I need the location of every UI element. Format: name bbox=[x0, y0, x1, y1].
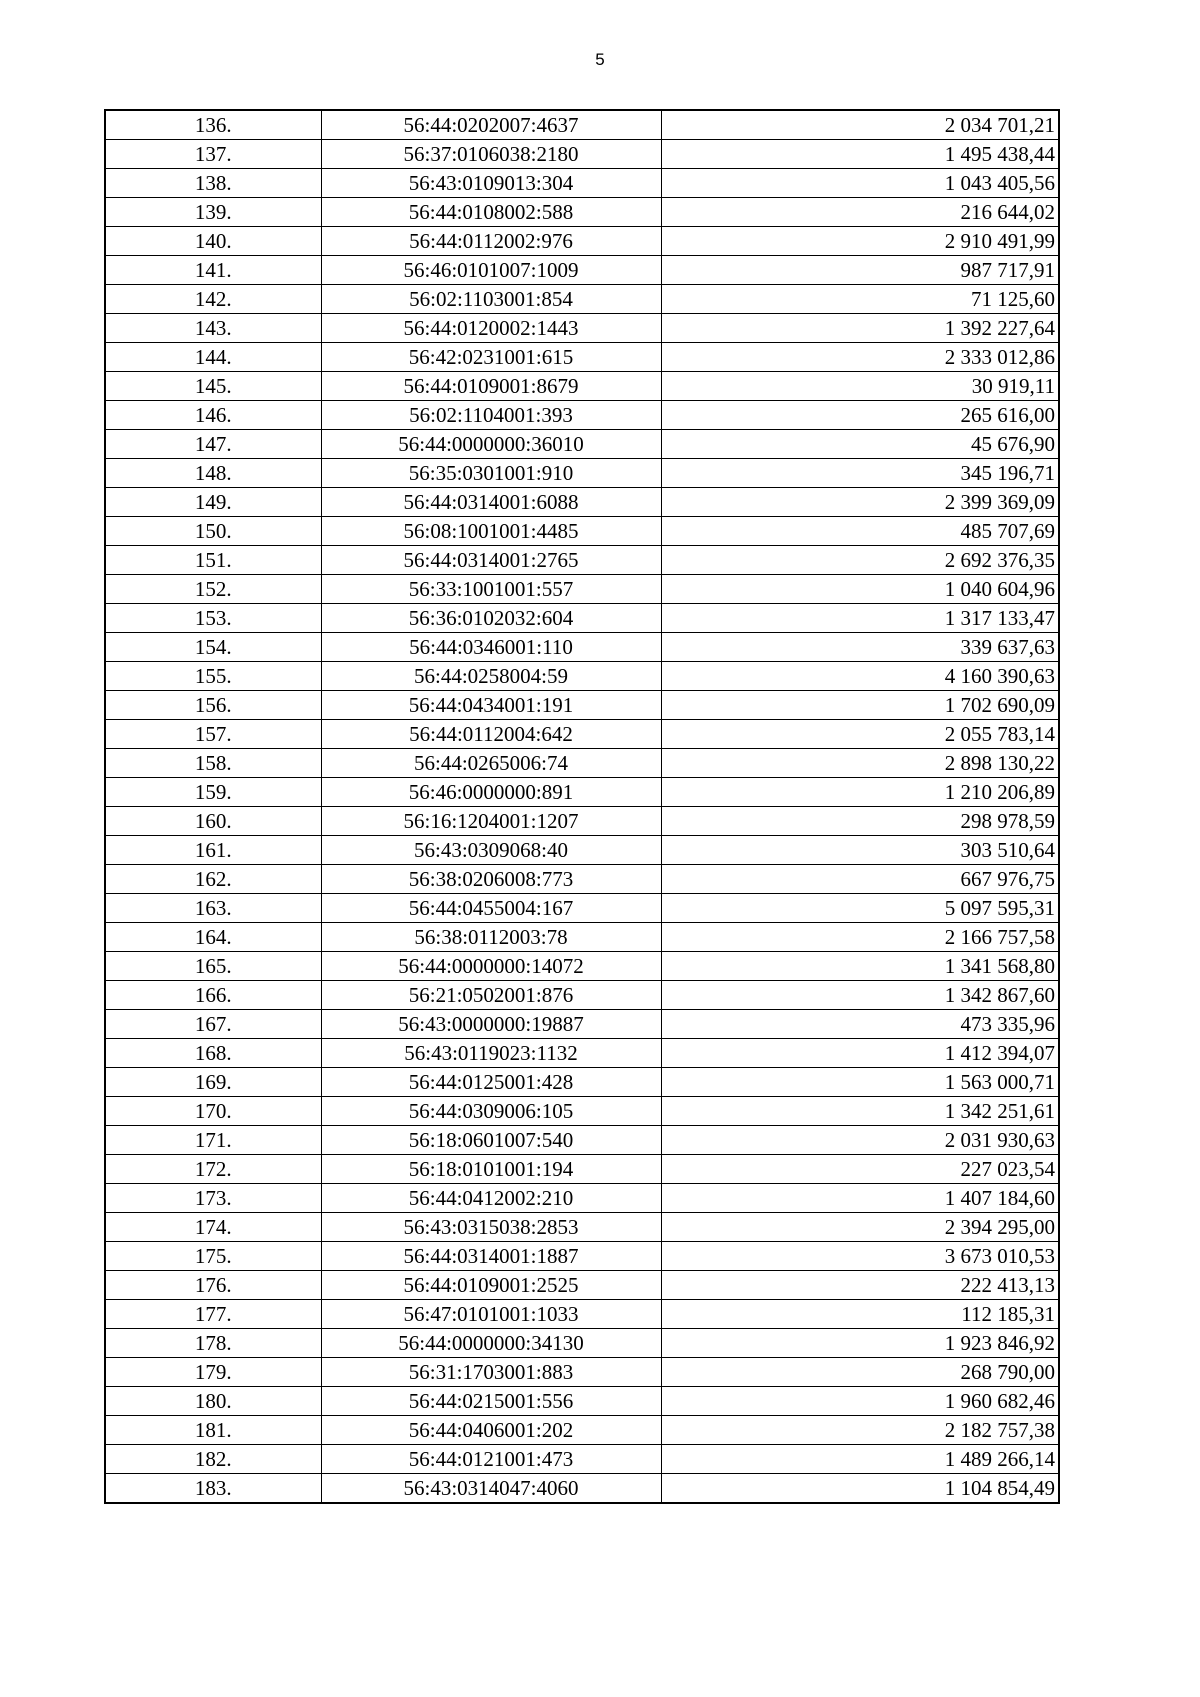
row-number-cell: 137. bbox=[105, 140, 321, 169]
cadastral-number-cell: 56:46:0101007:1009 bbox=[321, 256, 661, 285]
table-row bbox=[105, 1242, 1059, 1271]
row-number-cell: 175. bbox=[105, 1242, 321, 1271]
table-row bbox=[105, 1474, 1059, 1504]
table-row bbox=[105, 836, 1059, 865]
row-number-cell: 180. bbox=[105, 1387, 321, 1416]
table-row bbox=[105, 633, 1059, 662]
table-row bbox=[105, 662, 1059, 691]
table-row bbox=[105, 256, 1059, 285]
value-cell: 265 616,00 bbox=[661, 401, 1059, 430]
cadastral-number-cell: 56:08:1001001:4485 bbox=[321, 517, 661, 546]
table-row bbox=[105, 807, 1059, 836]
cadastral-number-cell: 56:44:0109001:2525 bbox=[321, 1271, 661, 1300]
value-cell: 2 055 783,14 bbox=[661, 720, 1059, 749]
value-cell: 345 196,71 bbox=[661, 459, 1059, 488]
cadastral-number-cell: 56:44:0215001:556 bbox=[321, 1387, 661, 1416]
value-cell: 1 495 438,44 bbox=[661, 140, 1059, 169]
table-row bbox=[105, 517, 1059, 546]
value-cell: 4 160 390,63 bbox=[661, 662, 1059, 691]
cadastral-number-cell: 56:44:0309006:105 bbox=[321, 1097, 661, 1126]
row-number-cell: 176. bbox=[105, 1271, 321, 1300]
value-cell: 1 563 000,71 bbox=[661, 1068, 1059, 1097]
value-cell: 339 637,63 bbox=[661, 633, 1059, 662]
table-row bbox=[105, 140, 1059, 169]
table-row bbox=[105, 110, 1059, 140]
row-number-cell: 143. bbox=[105, 314, 321, 343]
page-number: 5 bbox=[595, 50, 605, 69]
value-cell: 1 342 251,61 bbox=[661, 1097, 1059, 1126]
table-row bbox=[105, 604, 1059, 633]
cadastral-number-cell: 56:44:0112002:976 bbox=[321, 227, 661, 256]
cadastral-number-cell: 56:43:0315038:2853 bbox=[321, 1213, 661, 1242]
row-number-cell: 169. bbox=[105, 1068, 321, 1097]
table-row bbox=[105, 720, 1059, 749]
row-number-cell: 174. bbox=[105, 1213, 321, 1242]
row-number-cell: 140. bbox=[105, 227, 321, 256]
value-cell: 3 673 010,53 bbox=[661, 1242, 1059, 1271]
value-cell: 987 717,91 bbox=[661, 256, 1059, 285]
table-row bbox=[105, 314, 1059, 343]
table-row bbox=[105, 430, 1059, 459]
value-cell: 112 185,31 bbox=[661, 1300, 1059, 1329]
table-row bbox=[105, 894, 1059, 923]
table-row bbox=[105, 169, 1059, 198]
row-number-cell: 142. bbox=[105, 285, 321, 314]
cadastral-number-cell: 56:44:0109001:8679 bbox=[321, 372, 661, 401]
row-number-cell: 183. bbox=[105, 1474, 321, 1504]
value-cell: 667 976,75 bbox=[661, 865, 1059, 894]
cadastral-number-cell: 56:18:0101001:194 bbox=[321, 1155, 661, 1184]
row-number-cell: 151. bbox=[105, 546, 321, 575]
cadastral-number-cell: 56:38:0206008:773 bbox=[321, 865, 661, 894]
value-cell: 1 923 846,92 bbox=[661, 1329, 1059, 1358]
cadastral-number-cell: 56:02:1103001:854 bbox=[321, 285, 661, 314]
table-row bbox=[105, 749, 1059, 778]
value-cell: 2 910 491,99 bbox=[661, 227, 1059, 256]
value-cell: 1 104 854,49 bbox=[661, 1474, 1059, 1504]
cadastral-number-cell: 56:43:0000000:19887 bbox=[321, 1010, 661, 1039]
cadastral-number-cell: 56:44:0406001:202 bbox=[321, 1416, 661, 1445]
row-number-cell: 167. bbox=[105, 1010, 321, 1039]
value-cell: 1 341 568,80 bbox=[661, 952, 1059, 981]
row-number-cell: 163. bbox=[105, 894, 321, 923]
value-cell: 2 166 757,58 bbox=[661, 923, 1059, 952]
cadastral-number-cell: 56:33:1001001:557 bbox=[321, 575, 661, 604]
cadastral-number-cell: 56:36:0102032:604 bbox=[321, 604, 661, 633]
row-number-cell: 138. bbox=[105, 169, 321, 198]
row-number-cell: 168. bbox=[105, 1039, 321, 1068]
value-cell: 1 960 682,46 bbox=[661, 1387, 1059, 1416]
cadastral-number-cell: 56:47:0101001:1033 bbox=[321, 1300, 661, 1329]
value-cell: 1 342 867,60 bbox=[661, 981, 1059, 1010]
value-cell: 2 182 757,38 bbox=[661, 1416, 1059, 1445]
table-row bbox=[105, 1126, 1059, 1155]
row-number-cell: 171. bbox=[105, 1126, 321, 1155]
value-cell: 30 919,11 bbox=[661, 372, 1059, 401]
cadastral-number-cell: 56:44:0265006:74 bbox=[321, 749, 661, 778]
row-number-cell: 146. bbox=[105, 401, 321, 430]
cadastral-number-cell: 56:44:0202007:4637 bbox=[321, 110, 661, 140]
cadastral-number-cell: 56:44:0112004:642 bbox=[321, 720, 661, 749]
value-cell: 216 644,02 bbox=[661, 198, 1059, 227]
table-row bbox=[105, 343, 1059, 372]
table-row bbox=[105, 198, 1059, 227]
table-row bbox=[105, 1329, 1059, 1358]
row-number-cell: 139. bbox=[105, 198, 321, 227]
cadastral-number-cell: 56:16:1204001:1207 bbox=[321, 807, 661, 836]
row-number-cell: 181. bbox=[105, 1416, 321, 1445]
table-row bbox=[105, 778, 1059, 807]
row-number-cell: 147. bbox=[105, 430, 321, 459]
table-row bbox=[105, 1445, 1059, 1474]
value-cell: 2 692 376,35 bbox=[661, 546, 1059, 575]
row-number-cell: 159. bbox=[105, 778, 321, 807]
table-row bbox=[105, 691, 1059, 720]
value-cell: 2 034 701,21 bbox=[661, 110, 1059, 140]
table-row bbox=[105, 1097, 1059, 1126]
data-table bbox=[104, 109, 1060, 1504]
table-row bbox=[105, 1416, 1059, 1445]
value-cell: 1 412 394,07 bbox=[661, 1039, 1059, 1068]
row-number-cell: 155. bbox=[105, 662, 321, 691]
table-row bbox=[105, 1039, 1059, 1068]
value-cell: 485 707,69 bbox=[661, 517, 1059, 546]
row-number-cell: 150. bbox=[105, 517, 321, 546]
cadastral-number-cell: 56:44:0314001:6088 bbox=[321, 488, 661, 517]
cadastral-number-cell: 56:44:0120002:1443 bbox=[321, 314, 661, 343]
row-number-cell: 178. bbox=[105, 1329, 321, 1358]
cadastral-number-cell: 56:46:0000000:891 bbox=[321, 778, 661, 807]
value-cell: 268 790,00 bbox=[661, 1358, 1059, 1387]
value-cell: 298 978,59 bbox=[661, 807, 1059, 836]
value-cell: 1 407 184,60 bbox=[661, 1184, 1059, 1213]
table-row bbox=[105, 1068, 1059, 1097]
table-row bbox=[105, 1300, 1059, 1329]
value-cell: 71 125,60 bbox=[661, 285, 1059, 314]
row-number-cell: 179. bbox=[105, 1358, 321, 1387]
row-number-cell: 172. bbox=[105, 1155, 321, 1184]
table-row bbox=[105, 488, 1059, 517]
table-row bbox=[105, 923, 1059, 952]
cadastral-number-cell: 56:21:0502001:876 bbox=[321, 981, 661, 1010]
value-cell: 1 702 690,09 bbox=[661, 691, 1059, 720]
table-row bbox=[105, 1184, 1059, 1213]
table-row bbox=[105, 372, 1059, 401]
value-cell: 1 392 227,64 bbox=[661, 314, 1059, 343]
row-number-cell: 165. bbox=[105, 952, 321, 981]
table-row bbox=[105, 459, 1059, 488]
cadastral-number-cell: 56:44:0346001:110 bbox=[321, 633, 661, 662]
table-row bbox=[105, 865, 1059, 894]
value-cell: 1 489 266,14 bbox=[661, 1445, 1059, 1474]
row-number-cell: 177. bbox=[105, 1300, 321, 1329]
value-cell: 222 413,13 bbox=[661, 1271, 1059, 1300]
table-row bbox=[105, 401, 1059, 430]
row-number-cell: 170. bbox=[105, 1097, 321, 1126]
row-number-cell: 157. bbox=[105, 720, 321, 749]
table-body bbox=[105, 110, 1059, 1503]
cadastral-number-cell: 56:44:0455004:167 bbox=[321, 894, 661, 923]
row-number-cell: 160. bbox=[105, 807, 321, 836]
value-cell: 2 031 930,63 bbox=[661, 1126, 1059, 1155]
value-cell: 1 040 604,96 bbox=[661, 575, 1059, 604]
value-cell: 473 335,96 bbox=[661, 1010, 1059, 1039]
table-row bbox=[105, 546, 1059, 575]
row-number-cell: 141. bbox=[105, 256, 321, 285]
row-number-cell: 149. bbox=[105, 488, 321, 517]
cadastral-number-cell: 56:18:0601007:540 bbox=[321, 1126, 661, 1155]
value-cell: 1 210 206,89 bbox=[661, 778, 1059, 807]
row-number-cell: 152. bbox=[105, 575, 321, 604]
cadastral-number-cell: 56:44:0412002:210 bbox=[321, 1184, 661, 1213]
value-cell: 2 333 012,86 bbox=[661, 343, 1059, 372]
value-cell: 2 898 130,22 bbox=[661, 749, 1059, 778]
cadastral-number-cell: 56:37:0106038:2180 bbox=[321, 140, 661, 169]
row-number-cell: 164. bbox=[105, 923, 321, 952]
cadastral-number-cell: 56:43:0119023:1132 bbox=[321, 1039, 661, 1068]
table-row bbox=[105, 952, 1059, 981]
table-row bbox=[105, 981, 1059, 1010]
row-number-cell: 156. bbox=[105, 691, 321, 720]
cadastral-number-cell: 56:44:0434001:191 bbox=[321, 691, 661, 720]
cadastral-number-cell: 56:43:0309068:40 bbox=[321, 836, 661, 865]
table-row bbox=[105, 1010, 1059, 1039]
value-cell: 5 097 595,31 bbox=[661, 894, 1059, 923]
row-number-cell: 144. bbox=[105, 343, 321, 372]
cadastral-number-cell: 56:44:0108002:588 bbox=[321, 198, 661, 227]
cadastral-number-cell: 56:38:0112003:78 bbox=[321, 923, 661, 952]
cadastral-number-cell: 56:43:0109013:304 bbox=[321, 169, 661, 198]
table-row bbox=[105, 1358, 1059, 1387]
row-number-cell: 153. bbox=[105, 604, 321, 633]
row-number-cell: 136. bbox=[105, 110, 321, 140]
row-number-cell: 182. bbox=[105, 1445, 321, 1474]
cadastral-number-cell: 56:31:1703001:883 bbox=[321, 1358, 661, 1387]
row-number-cell: 145. bbox=[105, 372, 321, 401]
row-number-cell: 158. bbox=[105, 749, 321, 778]
cadastral-number-cell: 56:42:0231001:615 bbox=[321, 343, 661, 372]
value-cell: 227 023,54 bbox=[661, 1155, 1059, 1184]
cadastral-number-cell: 56:44:0000000:14072 bbox=[321, 952, 661, 981]
row-number-cell: 162. bbox=[105, 865, 321, 894]
table-row bbox=[105, 1387, 1059, 1416]
cadastral-number-cell: 56:44:0121001:473 bbox=[321, 1445, 661, 1474]
value-cell: 45 676,90 bbox=[661, 430, 1059, 459]
row-number-cell: 148. bbox=[105, 459, 321, 488]
cadastral-number-cell: 56:44:0314001:1887 bbox=[321, 1242, 661, 1271]
row-number-cell: 166. bbox=[105, 981, 321, 1010]
value-cell: 1 043 405,56 bbox=[661, 169, 1059, 198]
value-cell: 2 394 295,00 bbox=[661, 1213, 1059, 1242]
cadastral-number-cell: 56:44:0314001:2765 bbox=[321, 546, 661, 575]
value-cell: 303 510,64 bbox=[661, 836, 1059, 865]
cadastral-number-cell: 56:44:0000000:36010 bbox=[321, 430, 661, 459]
table-row bbox=[105, 1155, 1059, 1184]
table-row bbox=[105, 575, 1059, 604]
cadastral-number-cell: 56:44:0000000:34130 bbox=[321, 1329, 661, 1358]
row-number-cell: 154. bbox=[105, 633, 321, 662]
row-number-cell: 173. bbox=[105, 1184, 321, 1213]
cadastral-number-cell: 56:02:1104001:393 bbox=[321, 401, 661, 430]
value-cell: 2 399 369,09 bbox=[661, 488, 1059, 517]
cadastral-number-cell: 56:44:0125001:428 bbox=[321, 1068, 661, 1097]
table-row bbox=[105, 1213, 1059, 1242]
cadastral-number-cell: 56:35:0301001:910 bbox=[321, 459, 661, 488]
cadastral-number-cell: 56:44:0258004:59 bbox=[321, 662, 661, 691]
table-row bbox=[105, 227, 1059, 256]
table-row bbox=[105, 285, 1059, 314]
cadastral-number-cell: 56:43:0314047:4060 bbox=[321, 1474, 661, 1504]
row-number-cell: 161. bbox=[105, 836, 321, 865]
value-cell: 1 317 133,47 bbox=[661, 604, 1059, 633]
table-row bbox=[105, 1271, 1059, 1300]
